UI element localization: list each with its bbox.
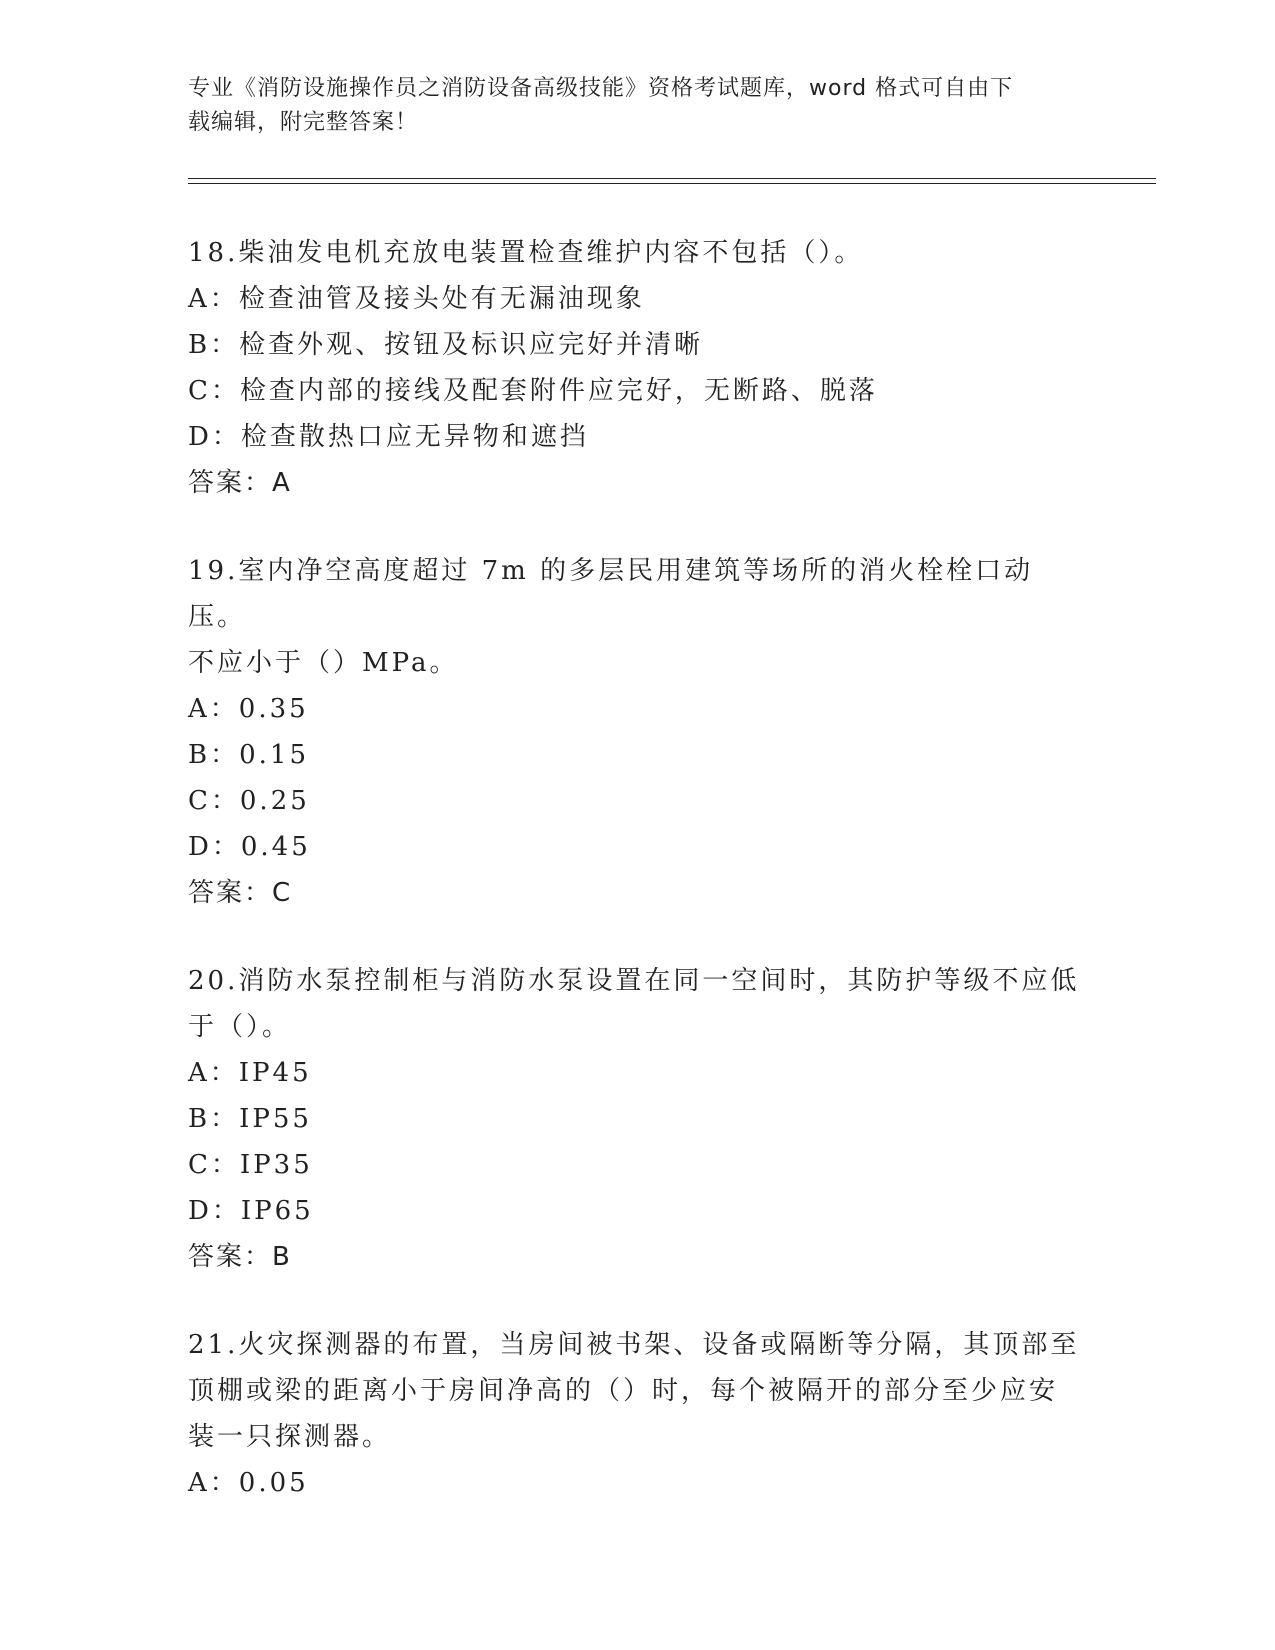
question-stem-line: 不应小于（）MPa。 [188, 648, 459, 678]
answer-option: B：IP55 [188, 1104, 312, 1134]
question-block [188, 548, 1088, 916]
document-header [188, 72, 1088, 140]
question-list [188, 230, 1088, 1548]
correct-answer: 答案：B [188, 1242, 292, 1272]
answer-option: A：IP45 [188, 1058, 312, 1088]
header-divider-top [188, 178, 1156, 179]
answer-option: A：0.05 [188, 1468, 309, 1498]
question-stem-line: 20.消防水泵控制柜与消防水泵设置在同一空间时，其防护等级不应低 [188, 966, 1080, 996]
correct-answer: 答案：A [188, 468, 292, 498]
answer-option: A：检查油管及接头处有无漏油现象 [188, 284, 645, 314]
question-block [188, 230, 1088, 506]
answer-option: B：0.15 [188, 740, 309, 770]
question-stem-line: 19.室内净空高度超过 7m 的多层民用建筑等场所的消火栓栓口动压。 [188, 556, 1034, 632]
answer-option: D：检查散热口应无异物和遮挡 [188, 422, 589, 452]
answer-option: C：检查内部的接线及配套附件应完好，无断路、脱落 [188, 376, 878, 406]
question-stem-line: 装一只探测器。 [188, 1422, 392, 1452]
header-line-2: 载编辑，附完整答案！ [188, 110, 419, 135]
answer-option: D：IP65 [188, 1196, 314, 1226]
answer-option: C：0.25 [188, 786, 310, 816]
answer-option: B：检查外观、按钮及标识应完好并清晰 [188, 330, 704, 360]
question-block [188, 958, 1088, 1280]
question-stem-line: 18.柴油发电机充放电装置检查维护内容不包括（）。 [188, 238, 864, 268]
header-divider-bottom [188, 183, 1156, 184]
question-stem-line: 21.火灾探测器的布置，当房间被书架、设备或隔断等分隔，其顶部至 [188, 1330, 1080, 1360]
question-stem-line: 于（）。 [188, 1012, 292, 1042]
question-block [188, 1322, 1088, 1506]
answer-option: C：IP35 [188, 1150, 313, 1180]
correct-answer: 答案：C [188, 878, 293, 908]
answer-option: D：0.45 [188, 832, 311, 862]
header-line-1: 专业《消防设施操作员之消防设备高级技能》资格考试题库，word 格式可自由下 [188, 76, 1014, 101]
answer-option: A：0.35 [188, 694, 309, 724]
question-stem-line: 顶棚或梁的距离小于房间净高的（）时，每个被隔开的部分至少应安 [188, 1376, 1059, 1406]
